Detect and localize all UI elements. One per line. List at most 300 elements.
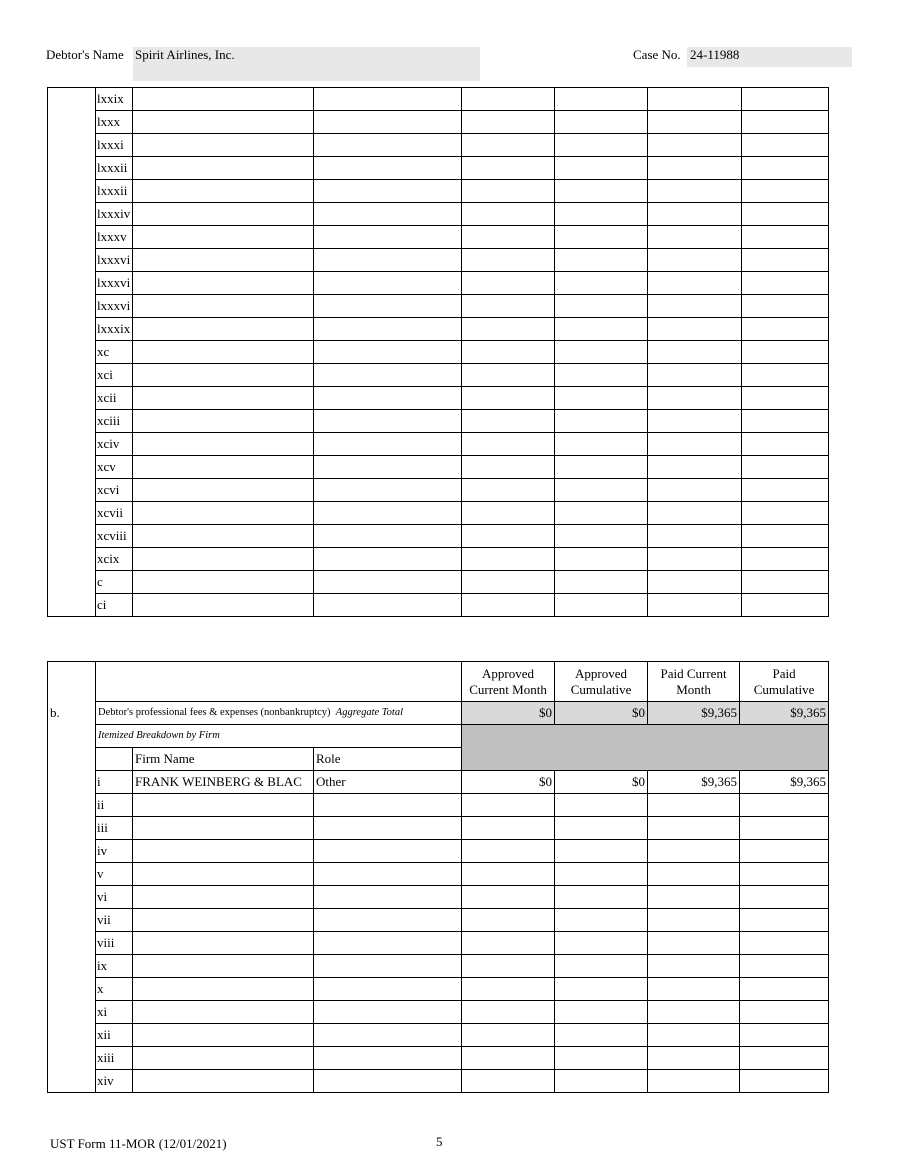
empty-cell bbox=[462, 249, 555, 272]
empty-cell bbox=[314, 157, 462, 180]
empty-cell bbox=[462, 456, 555, 479]
row-label: xiii bbox=[96, 1047, 133, 1070]
empty-cell bbox=[648, 548, 742, 571]
firm-name-header: Firm Name bbox=[133, 748, 314, 771]
paid-cumulative-cell bbox=[740, 817, 829, 840]
table-row bbox=[48, 548, 829, 571]
table-row bbox=[48, 502, 829, 525]
firm-name-cell bbox=[133, 932, 314, 955]
paid-cumulative-cell bbox=[740, 1070, 829, 1093]
approved-current-month-cell bbox=[462, 1024, 555, 1047]
empty-cell bbox=[133, 456, 314, 479]
empty-cell bbox=[462, 226, 555, 249]
empty-cell bbox=[742, 88, 829, 111]
section-spacer-cell bbox=[48, 525, 96, 548]
firm-name-cell bbox=[133, 794, 314, 817]
empty-cell bbox=[648, 594, 742, 617]
empty-cell bbox=[742, 364, 829, 387]
section-spacer-cell bbox=[48, 725, 96, 748]
empty-cell bbox=[555, 433, 648, 456]
role-cell bbox=[314, 909, 462, 932]
empty-cell bbox=[742, 456, 829, 479]
empty-cell bbox=[314, 295, 462, 318]
empty-cell bbox=[742, 479, 829, 502]
empty-cell bbox=[742, 295, 829, 318]
approved-cumulative-cell bbox=[555, 1070, 648, 1093]
row-label: lxxxiv bbox=[96, 203, 133, 226]
approved-current-month-cell bbox=[462, 978, 555, 1001]
paid-cumulative-cell bbox=[740, 1024, 829, 1047]
row-label: vi bbox=[96, 886, 133, 909]
empty-cell bbox=[555, 387, 648, 410]
empty-cell bbox=[462, 594, 555, 617]
paid-current-month-cell bbox=[648, 1001, 740, 1024]
paid-current-month-cell bbox=[648, 1024, 740, 1047]
empty-cell bbox=[462, 157, 555, 180]
section-spacer-cell bbox=[48, 955, 96, 978]
approved-current-month-cell bbox=[462, 1070, 555, 1093]
table-row bbox=[48, 180, 829, 203]
empty-cell bbox=[555, 88, 648, 111]
row-label: v bbox=[96, 863, 133, 886]
role-cell bbox=[314, 1024, 462, 1047]
table-row bbox=[48, 817, 829, 840]
section-spacer-cell bbox=[48, 794, 96, 817]
section-spacer-cell bbox=[48, 840, 96, 863]
paid-cumulative-cell bbox=[740, 840, 829, 863]
paid-current-month-cell bbox=[648, 794, 740, 817]
empty-cell bbox=[742, 341, 829, 364]
table-row bbox=[48, 203, 829, 226]
table-row bbox=[48, 387, 829, 410]
role-cell bbox=[314, 840, 462, 863]
empty-cell bbox=[648, 502, 742, 525]
section-spacer-cell bbox=[48, 226, 96, 249]
row-label: lxxxv bbox=[96, 226, 133, 249]
section-spacer-cell bbox=[48, 157, 96, 180]
row-label: xiv bbox=[96, 1070, 133, 1093]
table-row bbox=[48, 88, 829, 111]
section-spacer-cell bbox=[48, 1047, 96, 1070]
empty-cell bbox=[648, 111, 742, 134]
table-row bbox=[48, 134, 829, 157]
empty-cell bbox=[648, 525, 742, 548]
empty-cell bbox=[462, 479, 555, 502]
paid-current-month-cell bbox=[648, 1070, 740, 1093]
empty-cell bbox=[133, 157, 314, 180]
row-label: lxxxvi bbox=[96, 295, 133, 318]
page-number: 5 bbox=[436, 1134, 443, 1149]
empty-cell bbox=[742, 594, 829, 617]
empty-cell bbox=[314, 571, 462, 594]
empty-cell bbox=[133, 295, 314, 318]
row-label-spacer bbox=[96, 748, 133, 771]
table-row bbox=[48, 1024, 829, 1047]
table-row bbox=[48, 525, 829, 548]
paid-current-month-cell: $9,365 bbox=[648, 771, 740, 794]
approved-cumulative-cell bbox=[555, 794, 648, 817]
role-cell bbox=[314, 886, 462, 909]
approved-cumulative-header: Approved Cumulative bbox=[555, 662, 648, 702]
empty-cell bbox=[742, 502, 829, 525]
empty-cell bbox=[314, 456, 462, 479]
debtor-name-field bbox=[133, 47, 480, 81]
empty-cell bbox=[133, 479, 314, 502]
case-number-value: 24-11988 bbox=[690, 47, 740, 62]
empty-cell bbox=[314, 272, 462, 295]
approved-current-month-header: Approved Current Month bbox=[462, 662, 555, 702]
empty-cell bbox=[462, 433, 555, 456]
empty-cell bbox=[314, 203, 462, 226]
empty-cell bbox=[648, 203, 742, 226]
empty-cell bbox=[462, 387, 555, 410]
empty-cell bbox=[648, 180, 742, 203]
empty-cell bbox=[555, 364, 648, 387]
row-label: vii bbox=[96, 909, 133, 932]
paid-current-month-header: Paid Current Month bbox=[648, 662, 740, 702]
empty-cell bbox=[648, 341, 742, 364]
section-spacer-cell bbox=[48, 817, 96, 840]
table-row bbox=[48, 226, 829, 249]
row-label: lxxx bbox=[96, 111, 133, 134]
table-row bbox=[48, 594, 829, 617]
empty-cell bbox=[133, 318, 314, 341]
empty-cell bbox=[462, 364, 555, 387]
summary-label-text: Debtor's professional fees & expenses (nonbankruptcy) bbox=[98, 707, 331, 718]
empty-cell bbox=[555, 548, 648, 571]
debtor-professional-fees-table bbox=[47, 661, 829, 1093]
role-cell bbox=[314, 932, 462, 955]
row-label: viii bbox=[96, 932, 133, 955]
table-row bbox=[48, 955, 829, 978]
column-header-row bbox=[48, 662, 829, 702]
empty-cell bbox=[462, 318, 555, 341]
empty-cell bbox=[314, 594, 462, 617]
section-spacer-cell bbox=[48, 134, 96, 157]
aggregate-total-row bbox=[48, 702, 829, 725]
empty-cell bbox=[742, 571, 829, 594]
row-label: c bbox=[96, 571, 133, 594]
table-row bbox=[48, 410, 829, 433]
empty-cell bbox=[555, 157, 648, 180]
role-cell bbox=[314, 794, 462, 817]
section-label: b. bbox=[48, 702, 96, 725]
paid-current-month-cell bbox=[648, 932, 740, 955]
paid-cumulative-cell bbox=[740, 1047, 829, 1070]
row-label: xciv bbox=[96, 433, 133, 456]
approved-cumulative-cell bbox=[555, 1024, 648, 1047]
section-spacer-cell bbox=[48, 341, 96, 364]
empty-cell bbox=[133, 387, 314, 410]
empty-cell bbox=[742, 387, 829, 410]
empty-cell bbox=[555, 272, 648, 295]
paid-cumulative-cell bbox=[740, 909, 829, 932]
empty-cell bbox=[462, 525, 555, 548]
approved-current-month-cell bbox=[462, 1047, 555, 1070]
empty-cell bbox=[555, 594, 648, 617]
empty-cell bbox=[314, 249, 462, 272]
empty-cell bbox=[462, 272, 555, 295]
firm-name-cell: FRANK WEINBERG & BLAC bbox=[133, 771, 314, 794]
debtor-name-label: Debtor's Name bbox=[46, 47, 124, 62]
paid-cumulative-cell bbox=[740, 863, 829, 886]
empty-cell bbox=[648, 272, 742, 295]
aggregate-paid-cumulative: $9,365 bbox=[740, 702, 829, 725]
role-cell bbox=[314, 863, 462, 886]
section-spacer-cell bbox=[48, 932, 96, 955]
table-row bbox=[48, 932, 829, 955]
empty-cell bbox=[648, 88, 742, 111]
empty-cell bbox=[462, 295, 555, 318]
section-spacer-cell bbox=[48, 387, 96, 410]
empty-cell bbox=[555, 249, 648, 272]
approved-current-month-cell bbox=[462, 886, 555, 909]
row-label: xcii bbox=[96, 387, 133, 410]
empty-cell bbox=[133, 203, 314, 226]
empty-cell bbox=[742, 134, 829, 157]
role-cell bbox=[314, 817, 462, 840]
empty-cell bbox=[133, 364, 314, 387]
empty-cell bbox=[742, 410, 829, 433]
row-label: xcix bbox=[96, 548, 133, 571]
section-spacer-cell bbox=[48, 548, 96, 571]
empty-cell bbox=[555, 456, 648, 479]
table-row bbox=[48, 341, 829, 364]
firm-name-cell bbox=[133, 817, 314, 840]
empty-cell bbox=[133, 433, 314, 456]
empty-cell bbox=[133, 341, 314, 364]
form-identifier: UST Form 11-MOR (12/01/2021) bbox=[50, 1136, 227, 1151]
paid-cumulative-cell bbox=[740, 1001, 829, 1024]
empty-cell bbox=[555, 226, 648, 249]
empty-cell bbox=[742, 226, 829, 249]
empty-cell bbox=[314, 410, 462, 433]
section-spacer-cell bbox=[48, 249, 96, 272]
empty-cell bbox=[742, 249, 829, 272]
itemized-breakdown-label: Itemized Breakdown by Firm bbox=[96, 725, 462, 748]
section-spacer-cell bbox=[48, 180, 96, 203]
section-spacer-cell bbox=[48, 433, 96, 456]
row-label: lxxxi bbox=[96, 134, 133, 157]
section-label-cell bbox=[48, 662, 96, 702]
empty-cell bbox=[555, 134, 648, 157]
empty-cell bbox=[648, 479, 742, 502]
row-label: xc bbox=[96, 341, 133, 364]
section-spacer-cell bbox=[48, 1070, 96, 1093]
empty-cell bbox=[648, 433, 742, 456]
approved-cumulative-cell bbox=[555, 932, 648, 955]
table-row bbox=[48, 886, 829, 909]
row-label: xci bbox=[96, 364, 133, 387]
debtor-name-value: Spirit Airlines, Inc. bbox=[135, 47, 235, 62]
empty-cell bbox=[133, 272, 314, 295]
table-row bbox=[48, 1070, 829, 1093]
approved-cumulative-cell bbox=[555, 817, 648, 840]
empty-cell bbox=[555, 341, 648, 364]
empty-cell bbox=[648, 226, 742, 249]
section-spacer-cell bbox=[48, 1024, 96, 1047]
table-row bbox=[48, 249, 829, 272]
role-cell bbox=[314, 1001, 462, 1024]
approved-current-month-cell bbox=[462, 863, 555, 886]
empty-cell bbox=[462, 410, 555, 433]
empty-cell bbox=[133, 111, 314, 134]
section-spacer-cell bbox=[48, 364, 96, 387]
empty-cell bbox=[648, 410, 742, 433]
section-spacer-cell bbox=[48, 272, 96, 295]
row-label: x bbox=[96, 978, 133, 1001]
section-spacer-cell bbox=[48, 978, 96, 1001]
empty-cell bbox=[314, 525, 462, 548]
aggregate-approved-current-month: $0 bbox=[462, 702, 555, 725]
aggregate-approved-cumulative: $0 bbox=[555, 702, 648, 725]
role-cell bbox=[314, 978, 462, 1001]
row-label: ii bbox=[96, 794, 133, 817]
section-spacer-cell bbox=[48, 203, 96, 226]
section-spacer-cell bbox=[48, 456, 96, 479]
case-number-label: Case No. bbox=[633, 47, 681, 62]
aggregate-total-label bbox=[96, 702, 462, 725]
header-spacer-cell bbox=[96, 662, 462, 702]
section-spacer-cell bbox=[48, 571, 96, 594]
empty-cell bbox=[648, 249, 742, 272]
firm-name-cell bbox=[133, 909, 314, 932]
breakdown-label-row bbox=[48, 725, 829, 748]
paid-current-month-cell bbox=[648, 817, 740, 840]
empty-cell bbox=[648, 157, 742, 180]
firm-name-cell bbox=[133, 1001, 314, 1024]
empty-cell bbox=[742, 180, 829, 203]
row-label: lxxxvi bbox=[96, 249, 133, 272]
table-row bbox=[48, 978, 829, 1001]
section-spacer-cell bbox=[48, 410, 96, 433]
empty-cell bbox=[314, 180, 462, 203]
section-spacer-cell bbox=[48, 502, 96, 525]
table-row bbox=[48, 863, 829, 886]
approved-current-month-cell: $0 bbox=[462, 771, 555, 794]
empty-cell bbox=[314, 387, 462, 410]
empty-cell bbox=[742, 203, 829, 226]
paid-cumulative-cell: $9,365 bbox=[740, 771, 829, 794]
empty-cell bbox=[555, 571, 648, 594]
empty-cell bbox=[742, 433, 829, 456]
professional-fees-table-continued bbox=[47, 87, 829, 617]
row-label: xcviii bbox=[96, 525, 133, 548]
empty-cell bbox=[133, 249, 314, 272]
role-cell: Other bbox=[314, 771, 462, 794]
paid-cumulative-cell bbox=[740, 794, 829, 817]
empty-cell bbox=[742, 548, 829, 571]
empty-cell bbox=[462, 571, 555, 594]
table-row bbox=[48, 840, 829, 863]
empty-cell bbox=[648, 134, 742, 157]
table-row bbox=[48, 1047, 829, 1070]
empty-cell bbox=[555, 479, 648, 502]
empty-cell bbox=[314, 479, 462, 502]
table-row bbox=[48, 456, 829, 479]
empty-cell bbox=[462, 502, 555, 525]
empty-cell bbox=[555, 111, 648, 134]
empty-cell bbox=[555, 318, 648, 341]
empty-cell bbox=[314, 318, 462, 341]
row-label: xcv bbox=[96, 456, 133, 479]
approved-current-month-cell bbox=[462, 932, 555, 955]
empty-cell bbox=[648, 364, 742, 387]
role-cell bbox=[314, 955, 462, 978]
empty-cell bbox=[462, 134, 555, 157]
empty-cell bbox=[133, 594, 314, 617]
empty-cell bbox=[555, 180, 648, 203]
empty-cell bbox=[314, 548, 462, 571]
empty-cell bbox=[133, 525, 314, 548]
section-spacer-cell bbox=[48, 1001, 96, 1024]
empty-cell bbox=[314, 134, 462, 157]
approved-current-month-cell bbox=[462, 955, 555, 978]
table-row bbox=[48, 157, 829, 180]
paid-current-month-cell bbox=[648, 840, 740, 863]
empty-cell bbox=[314, 433, 462, 456]
section-spacer-cell bbox=[48, 909, 96, 932]
empty-cell bbox=[648, 318, 742, 341]
empty-cell bbox=[462, 88, 555, 111]
table-row bbox=[48, 1001, 829, 1024]
approved-cumulative-cell bbox=[555, 909, 648, 932]
firm-name-cell bbox=[133, 1070, 314, 1093]
paid-current-month-cell bbox=[648, 978, 740, 1001]
approved-current-month-cell bbox=[462, 1001, 555, 1024]
row-label: lxxix bbox=[96, 88, 133, 111]
firm-name-cell bbox=[133, 978, 314, 1001]
row-label: lxxxix bbox=[96, 318, 133, 341]
paid-cumulative-cell bbox=[740, 932, 829, 955]
table-row bbox=[48, 794, 829, 817]
approved-cumulative-cell bbox=[555, 840, 648, 863]
table-row bbox=[48, 111, 829, 134]
empty-cell bbox=[133, 502, 314, 525]
empty-cell bbox=[648, 295, 742, 318]
empty-cell bbox=[742, 318, 829, 341]
approved-current-month-cell bbox=[462, 794, 555, 817]
approved-current-month-cell bbox=[462, 909, 555, 932]
table-row bbox=[48, 295, 829, 318]
section-spacer-cell bbox=[48, 886, 96, 909]
role-cell bbox=[314, 1070, 462, 1093]
empty-cell bbox=[314, 88, 462, 111]
paid-cumulative-cell bbox=[740, 886, 829, 909]
empty-cell bbox=[462, 180, 555, 203]
table-row bbox=[48, 433, 829, 456]
empty-cell bbox=[314, 364, 462, 387]
role-header: Role bbox=[314, 748, 462, 771]
firm-name-cell bbox=[133, 1047, 314, 1070]
empty-cell bbox=[314, 341, 462, 364]
empty-cell bbox=[462, 111, 555, 134]
case-number-field bbox=[687, 47, 852, 67]
empty-cell bbox=[742, 272, 829, 295]
empty-cell bbox=[742, 525, 829, 548]
table-row bbox=[48, 318, 829, 341]
empty-cell bbox=[555, 203, 648, 226]
paid-current-month-cell bbox=[648, 886, 740, 909]
firm-name-cell bbox=[133, 955, 314, 978]
row-label: i bbox=[96, 771, 133, 794]
table-row bbox=[48, 479, 829, 502]
empty-cell bbox=[462, 548, 555, 571]
empty-cell bbox=[133, 180, 314, 203]
paid-current-month-cell bbox=[648, 955, 740, 978]
approved-cumulative-cell bbox=[555, 886, 648, 909]
section-spacer-cell bbox=[48, 88, 96, 111]
